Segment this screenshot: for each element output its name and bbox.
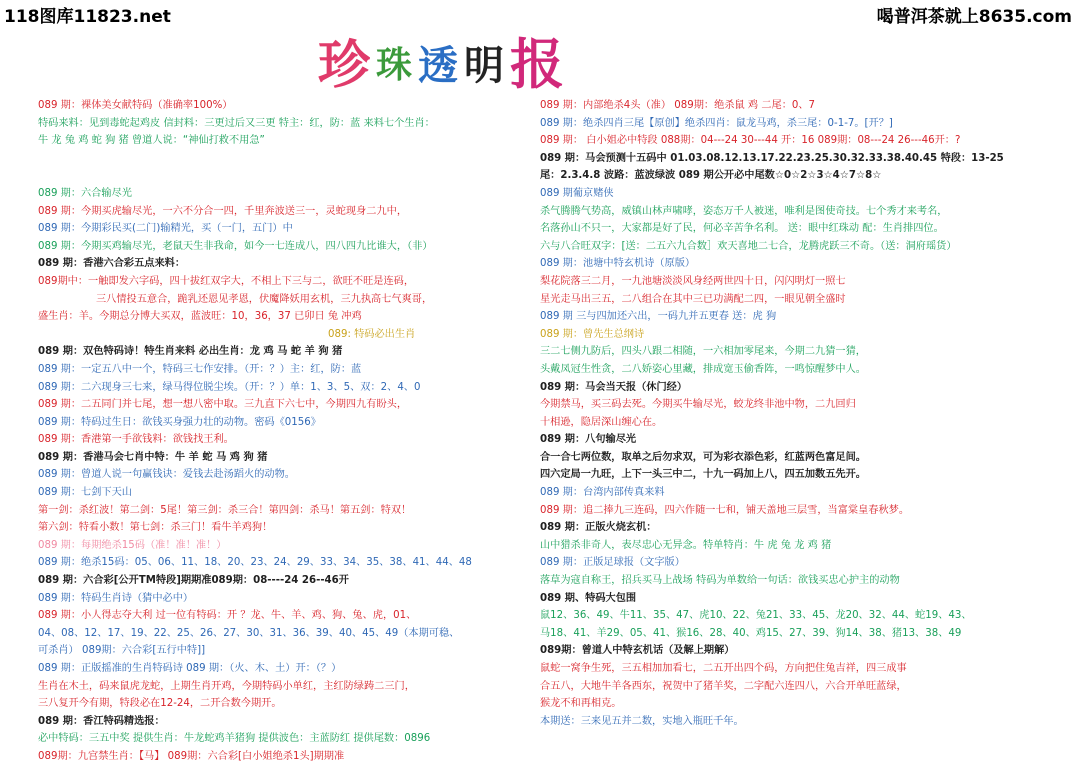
text-line: 合一合七两位数，取单之后勿求双，可为彩衣添色彩，红蓝两色富足间。: [540, 451, 866, 463]
text-line: 三八情投五意合，跪乳还恩见孝恩，伏魔降妖用玄机，三九执高七气爽哥，: [96, 293, 433, 305]
text-line: 089 期：裸体美女献特码（准确率100%）: [38, 100, 233, 111]
text-line: 089 期：六合彩[公开TM特段]期期准089期：08----24 26--46开: [38, 575, 349, 587]
text-line: 生肖在木土，码来鼠虎龙蛇，上期生肖开鸡，今期特码小单红，主红防绿踌二三门，: [38, 680, 415, 692]
text-line: 十相逊，隐居深山缠心在。: [540, 416, 663, 428]
text-line: 星光走马出三五，二八组合在其中三已功满配二四，一眼见朝全盛时: [540, 293, 846, 305]
text-line: 落草为寇自称王，招兵买马上战场 特码为单数给一句话：欲钱买忠心护主的动物: [540, 575, 900, 587]
text-line: 089 期：池塘中特玄机诗（原版）: [540, 258, 696, 270]
text-line: 089 期：正版足球报（文字版）: [540, 557, 685, 569]
title-char: 珠: [376, 44, 413, 86]
text-line: 089 期：香港第一手欲钱料：欲钱找王利。: [38, 434, 234, 446]
text-line: 089期中：一触即发六字码，四十拔红双字大，不相上下三与二，欲旺不旺是连码，: [38, 275, 415, 287]
text-line: 鼠12、36、49、牛11、35、47、虎10、22、兔21、33、45、龙20、32、44、蛇19、43、: [540, 610, 972, 622]
title-char: 报: [510, 32, 565, 96]
text-line: 山中猎杀非奇人，表尽忠心无异念。特单特肖：牛 虎 兔 龙 鸡 猪: [540, 539, 832, 551]
page-title: [318, 22, 678, 96]
text-line: 089 期：香港马会七肖中特：牛 羊 蛇 马 鸡 狗 猪: [38, 451, 268, 463]
text-line: 杀气腾腾气势高，威镇山林声啸哮，姿态万千人被迷，唯利是图使奇技。七个秀才来考名，: [540, 205, 948, 217]
text-line: 089 期、特码大包围: [540, 592, 637, 604]
text-line: 089 期：正版火烧玄机：: [540, 522, 657, 534]
text-line: 梨花院落三二月，一九池塘淡淡风身经两世四十日，闪闪明灯一照七: [540, 275, 846, 287]
text-line: 本期送：三来见五并二数，实地入瓶旺千年。: [540, 715, 744, 727]
title-char: 透: [418, 42, 459, 89]
text-line: 089 期：二六现身三七来，绿马得位脱尘埃。（开：？）单：1、3、5、双：2、4、0: [38, 381, 421, 393]
text-line: 六与八合旺双字：[送：二五六九合数］欢天喜地二七合，龙腾虎跃三不奇。（送：洞府瑶货）: [540, 240, 957, 252]
right-column: [540, 97, 1040, 730]
title-char: 明: [464, 42, 505, 89]
text-line: 089 期：七剑下天山: [38, 487, 132, 499]
text-line: 089 期：绝杀四肖三尾【原创】绝杀四肖：鼠龙马鸡，杀三尾：0-1-7。[开？]: [540, 117, 893, 129]
text-line: 三二七侧九防后，四头八跟二相随，一六相加零尾来，今期二九猜一猜，: [540, 346, 866, 358]
text-line: 第六剑：特看小数！第七剑：杀三门！看牛羊鸡狗！: [38, 522, 273, 534]
site-watermark-left: 118图库11823.net: [4, 7, 171, 27]
text-line: 可杀肖） 089期：六合彩[五行中特]]: [38, 645, 206, 657]
text-line: 089 期：今期买虎输尽光，一六不分合一四，千里奔波送三一，灵蛇现身二九中，: [38, 205, 408, 217]
text-line: 猴龙不和再相克。: [540, 698, 622, 710]
text-line: 三八复开今有期，特段必在12-24，二开合数今期开。: [38, 698, 282, 710]
text-line: 089 期：曾道人说一句赢钱诀：爱钱去赴汤蹈火的动物。: [38, 469, 295, 481]
text-line: 089: 特码必出生肖: [328, 328, 416, 340]
text-line: 089 期：六合输尽光: [38, 187, 132, 199]
text-line: 089 期：一定五八中一个，特码三七作安排。（开：？）主：红，防：蓝: [38, 363, 362, 375]
text-line: 089 期：今期彩民买(二门)输精光，买（一门，五门）中: [38, 223, 293, 235]
text-line: 089 期：香港六合彩五点来料：: [38, 258, 186, 270]
text-line: 鼠蛇一窝争生死，三五相加加看七，二五开出四个码，方向把住兔吉祥，四三成事: [540, 663, 907, 674]
text-line: 089 期：追二捧九三连码，四六作随一七和，铺天盖地三层雪，当富棠皇春秋梦。: [540, 504, 910, 516]
text-line: 089 期葡京赌侠: [540, 187, 614, 199]
text-line: 089 期 三与四加还六出，一码九并五更春 送：虎 狗: [540, 311, 777, 323]
text-line: 089 期：今期买鸡输尽光，老鼠天生非我命，如今一七连成八，四八四九比谁大，（非）: [38, 240, 433, 252]
text-line: 089 期：双色特码诗！特生肖来料 必出生肖：龙 鸡 马 蛇 羊 狗 猪: [38, 346, 343, 358]
text-line: 牛 龙 兔 鸡 蛇 狗 猪 曾道人说：“神仙打救不用急”: [38, 135, 265, 147]
text-line: 尾：2.3.4.8 波路：蓝波绿波 089 期公开必中尾数☆0☆2☆3☆4☆7☆8☆: [540, 170, 882, 182]
text-line: 089期：曾道人中特玄机话（及解上期解）: [540, 645, 735, 657]
blank-line: [38, 167, 478, 185]
text-line: 089 期：马会预测十五码中 01.03.08.12.13.17.22.23.25.30.32.33.38.40.45 特段：13-25: [540, 152, 1004, 164]
text-line: 089 期：二五同门并七尾，想一想八密中取。三九直下六七中，今期四九有盼头，: [38, 399, 408, 411]
text-line: 089 期：每期绝杀15码（准！准！准！）: [38, 539, 227, 551]
left-column: [38, 97, 478, 766]
text-line: 089 期：绝杀15码：05、06、11、18、20、23、24、29、33、34、35、38、41、44、48: [38, 557, 472, 569]
text-line: 今期禁马，买三码去死。今期买牛输尽光，蛟龙终非池中物，二九回归: [540, 399, 856, 411]
text-line: 特码来料：见到毒蛇起鸡皮 信封料：三更过后又三更 特主：红，防：蓝 来料七个生肖：: [38, 117, 435, 129]
text-line: 合五八，大地牛羊各西东，祝贺中了猪羊奖，二字配六连四八，六合开单旺蓝绿，: [540, 680, 907, 692]
text-line: 089 期：内部绝杀4头（准） 089期：绝杀鼠 鸡 二尾：0、7: [540, 100, 816, 111]
text-line: 089 期：八句输尽光: [540, 434, 637, 446]
text-line: 头戴凤冠生性贪，二八娇姿心里藏，排成宽玉偷香阵，一鸣惊醒梦中人。: [540, 363, 866, 375]
text-line: 04、08、12、17、19、22、25、26、27、30、31、36、39、40、45、49（本期可稳、: [38, 627, 460, 639]
title-char: 珍: [318, 35, 371, 96]
text-line: 089 期：特码过生日：欲钱买身强力壮的动物。密码《0156》: [38, 416, 321, 428]
text-line: 089期：九宫禁生肖：【马】 089期：六合彩[白小姐绝杀1头]期期准: [38, 750, 345, 762]
text-line: 第一剑：杀红波！第二剑：5尾！第三剑：杀三合！第四剑：杀马！第五剑：特双！: [38, 504, 412, 516]
text-line: 089 期：小人得志夺大利 过一位有特码：开 ？龙、牛、羊、鸡、狗、兔、虎，01、: [38, 610, 417, 622]
text-line: 名落孙山不只一，大家都是好了民，何必辛苦争名利。 送：眼中红珠动 配：生肖排四位。: [540, 223, 944, 235]
text-line: 马18、41、羊29、05、41、猴16、28、40、鸡15、27、39、狗14、38、猪13、38、49: [540, 627, 962, 639]
site-watermark-right: 喝普洱茶就上8635.com: [876, 7, 1072, 27]
text-line: 必中特码：三五中奖 提供生肖：牛龙蛇鸡羊猪狗 提供波色：主蓝防红 提供尾数：0896: [38, 733, 431, 745]
text-line: 089 期：台湾内部传真来料: [540, 487, 665, 499]
text-line: 盛生肖：羊。今期总分博大买双，蓝波旺：10，36，37 已卯日 兔 冲鸡: [38, 311, 362, 323]
text-line: 089 期：正版摇准的生肖特码诗 089 期：（火、木、土）开：（？）: [38, 663, 342, 674]
text-line: 089 期：香江特码精选报：: [38, 715, 165, 727]
text-line: 四六定局一九旺，上下一头三中二，十九一码加上八，四五加数五先开。: [540, 469, 866, 481]
text-line: 089 期：曾先生总纲诗: [540, 328, 645, 340]
text-line: 089 期：马会当天报（休门经）: [540, 381, 688, 393]
text-line: 089 期： 白小姐必中特段 088期：04---24 30---44 开：16 089期：08---24 26---46开：?: [540, 135, 961, 147]
text-line: 089 期：特码生肖诗（猜中必中）: [38, 592, 194, 604]
blank-line: [38, 150, 478, 168]
